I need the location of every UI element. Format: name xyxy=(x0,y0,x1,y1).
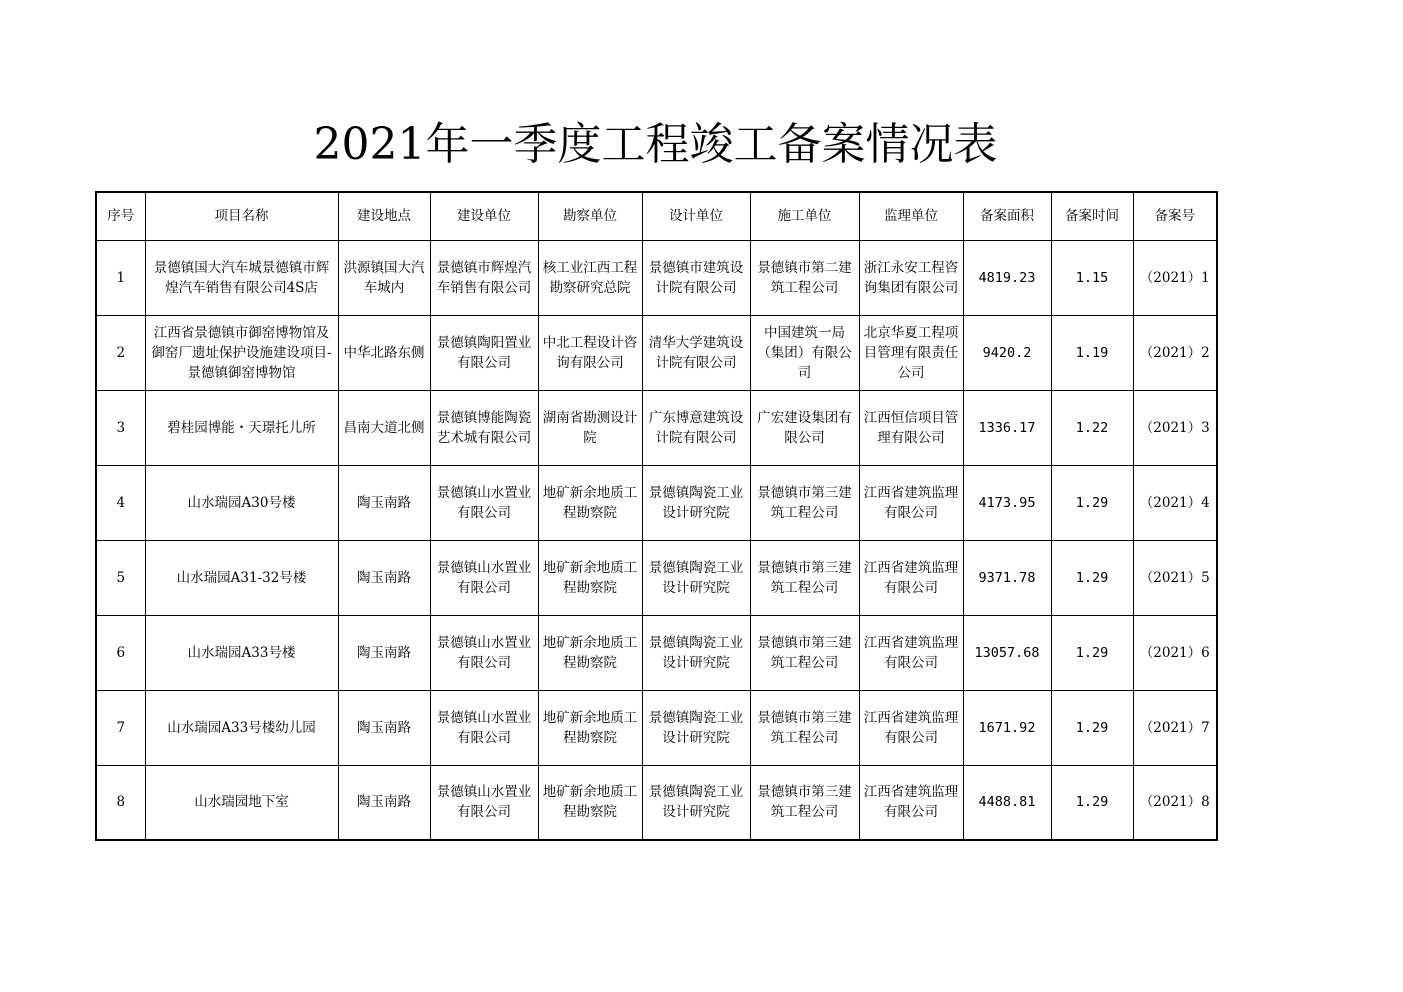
cell-project-name: 山水瑞园A33号楼 xyxy=(145,615,338,690)
cell-project-name: 山水瑞园A33号楼幼儿园 xyxy=(145,690,338,765)
cell-filing-number: （2021）7 xyxy=(1133,690,1217,765)
document-title: 2021年一季度工程竣工备案情况表 xyxy=(313,119,998,170)
cell-project-name: 景德镇国大汽车城景德镇市辉煌汽车销售有限公司4S店 xyxy=(145,240,338,315)
header-filing-date: 备案时间 xyxy=(1051,192,1133,240)
cell-developer: 景德镇山水置业有限公司 xyxy=(430,465,538,540)
header-seq: 序号 xyxy=(96,192,145,240)
cell-seq: 1 xyxy=(96,240,145,315)
table-row xyxy=(96,615,1217,690)
cell-developer: 景德镇陶阳置业有限公司 xyxy=(430,315,538,390)
header-construction-unit: 施工单位 xyxy=(750,192,859,240)
cell-survey-unit: 地矿新余地质工程勘察院 xyxy=(538,465,642,540)
table-header-row xyxy=(96,192,1217,240)
header-location: 建设地点 xyxy=(338,192,430,240)
cell-developer: 景德镇市辉煌汽车销售有限公司 xyxy=(430,240,538,315)
cell-location: 陶玉南路 xyxy=(338,690,430,765)
cell-location: 陶玉南路 xyxy=(338,765,430,840)
table-row xyxy=(96,465,1217,540)
cell-supervision-unit: 江西省建筑监理有限公司 xyxy=(859,465,963,540)
cell-filing-area: 4488.81 xyxy=(963,765,1051,840)
cell-filing-date: 1.29 xyxy=(1051,615,1133,690)
header-developer: 建设单位 xyxy=(430,192,538,240)
cell-developer: 景德镇山水置业有限公司 xyxy=(430,615,538,690)
cell-construction-unit: 中国建筑一局（集团）有限公司 xyxy=(750,315,859,390)
cell-filing-number: （2021）8 xyxy=(1133,765,1217,840)
cell-filing-date: 1.15 xyxy=(1051,240,1133,315)
table-row xyxy=(96,390,1217,465)
header-design-unit: 设计单位 xyxy=(642,192,750,240)
cell-project-name: 江西省景德镇市御窑博物馆及御窑厂遗址保护设施建设项目-景德镇御窑博物馆 xyxy=(145,315,338,390)
cell-design-unit: 景德镇陶瓷工业设计研究院 xyxy=(642,615,750,690)
cell-seq: 3 xyxy=(96,390,145,465)
cell-filing-date: 1.22 xyxy=(1051,390,1133,465)
cell-supervision-unit: 江西省建筑监理有限公司 xyxy=(859,690,963,765)
cell-project-name: 碧桂园博能・天璟托儿所 xyxy=(145,390,338,465)
cell-developer: 景德镇山水置业有限公司 xyxy=(430,690,538,765)
table-row xyxy=(96,540,1217,615)
cell-seq: 6 xyxy=(96,615,145,690)
cell-supervision-unit: 江西省建筑监理有限公司 xyxy=(859,540,963,615)
cell-location: 中华北路东侧 xyxy=(338,315,430,390)
cell-survey-unit: 地矿新余地质工程勘察院 xyxy=(538,765,642,840)
cell-filing-number: （2021）1 xyxy=(1133,240,1217,315)
cell-survey-unit: 地矿新余地质工程勘察院 xyxy=(538,690,642,765)
cell-filing-date: 1.29 xyxy=(1051,765,1133,840)
cell-filing-number: （2021）2 xyxy=(1133,315,1217,390)
table-row xyxy=(96,765,1217,840)
cell-filing-area: 1671.92 xyxy=(963,690,1051,765)
cell-seq: 8 xyxy=(96,765,145,840)
cell-supervision-unit: 江西省建筑监理有限公司 xyxy=(859,615,963,690)
cell-filing-area: 13057.68 xyxy=(963,615,1051,690)
cell-filing-area: 9420.2 xyxy=(963,315,1051,390)
cell-filing-number: （2021）5 xyxy=(1133,540,1217,615)
header-survey-unit: 勘察单位 xyxy=(538,192,642,240)
cell-construction-unit: 景德镇市第三建筑工程公司 xyxy=(750,765,859,840)
cell-construction-unit: 景德镇市第三建筑工程公司 xyxy=(750,690,859,765)
cell-project-name: 山水瑞园A31-32号楼 xyxy=(145,540,338,615)
cell-survey-unit: 核工业江西工程勘察研究总院 xyxy=(538,240,642,315)
cell-supervision-unit: 北京华夏工程项目管理有限责任公司 xyxy=(859,315,963,390)
cell-design-unit: 景德镇陶瓷工业设计研究院 xyxy=(642,765,750,840)
cell-supervision-unit: 江西省建筑监理有限公司 xyxy=(859,765,963,840)
cell-seq: 7 xyxy=(96,690,145,765)
cell-survey-unit: 湖南省勘测设计院 xyxy=(538,390,642,465)
cell-developer: 景德镇博能陶瓷艺术城有限公司 xyxy=(430,390,538,465)
cell-filing-area: 9371.78 xyxy=(963,540,1051,615)
cell-filing-date: 1.29 xyxy=(1051,540,1133,615)
cell-design-unit: 景德镇陶瓷工业设计研究院 xyxy=(642,540,750,615)
cell-supervision-unit: 江西恒信项目管理有限公司 xyxy=(859,390,963,465)
cell-location: 陶玉南路 xyxy=(338,615,430,690)
cell-filing-date: 1.19 xyxy=(1051,315,1133,390)
cell-developer: 景德镇山水置业有限公司 xyxy=(430,540,538,615)
cell-location: 陶玉南路 xyxy=(338,465,430,540)
table-row xyxy=(96,315,1217,390)
cell-filing-number: （2021）4 xyxy=(1133,465,1217,540)
cell-survey-unit: 地矿新余地质工程勘察院 xyxy=(538,615,642,690)
cell-filing-number: （2021）6 xyxy=(1133,615,1217,690)
cell-design-unit: 广东博意建筑设计院有限公司 xyxy=(642,390,750,465)
cell-seq: 5 xyxy=(96,540,145,615)
cell-construction-unit: 景德镇市第三建筑工程公司 xyxy=(750,615,859,690)
cell-design-unit: 景德镇陶瓷工业设计研究院 xyxy=(642,465,750,540)
cell-filing-date: 1.29 xyxy=(1051,690,1133,765)
cell-filing-number: （2021）3 xyxy=(1133,390,1217,465)
cell-location: 陶玉南路 xyxy=(338,540,430,615)
cell-survey-unit: 中北工程设计咨询有限公司 xyxy=(538,315,642,390)
cell-construction-unit: 景德镇市第二建筑工程公司 xyxy=(750,240,859,315)
cell-design-unit: 景德镇陶瓷工业设计研究院 xyxy=(642,690,750,765)
cell-survey-unit: 地矿新余地质工程勘察院 xyxy=(538,540,642,615)
cell-location: 洪源镇国大汽车城内 xyxy=(338,240,430,315)
cell-seq: 2 xyxy=(96,315,145,390)
table-row xyxy=(96,240,1217,315)
cell-construction-unit: 景德镇市第三建筑工程公司 xyxy=(750,465,859,540)
header-supervision-unit: 监理单位 xyxy=(859,192,963,240)
cell-design-unit: 清华大学建筑设计院有限公司 xyxy=(642,315,750,390)
cell-filing-area: 1336.17 xyxy=(963,390,1051,465)
cell-design-unit: 景德镇市建筑设计院有限公司 xyxy=(642,240,750,315)
table-row xyxy=(96,690,1217,765)
cell-filing-area: 4819.23 xyxy=(963,240,1051,315)
cell-construction-unit: 广宏建设集团有限公司 xyxy=(750,390,859,465)
cell-project-name: 山水瑞园A30号楼 xyxy=(145,465,338,540)
header-filing-area: 备案面积 xyxy=(963,192,1051,240)
cell-location: 昌南大道北侧 xyxy=(338,390,430,465)
cell-filing-date: 1.29 xyxy=(1051,465,1133,540)
cell-construction-unit: 景德镇市第三建筑工程公司 xyxy=(750,540,859,615)
cell-project-name: 山水瑞园地下室 xyxy=(145,765,338,840)
cell-developer: 景德镇山水置业有限公司 xyxy=(430,765,538,840)
cell-supervision-unit: 浙江永安工程咨询集团有限公司 xyxy=(859,240,963,315)
completion-filing-table xyxy=(95,191,1218,841)
header-filing-number: 备案号 xyxy=(1133,192,1217,240)
header-project-name: 项目名称 xyxy=(145,192,338,240)
cell-filing-area: 4173.95 xyxy=(963,465,1051,540)
cell-seq: 4 xyxy=(96,465,145,540)
